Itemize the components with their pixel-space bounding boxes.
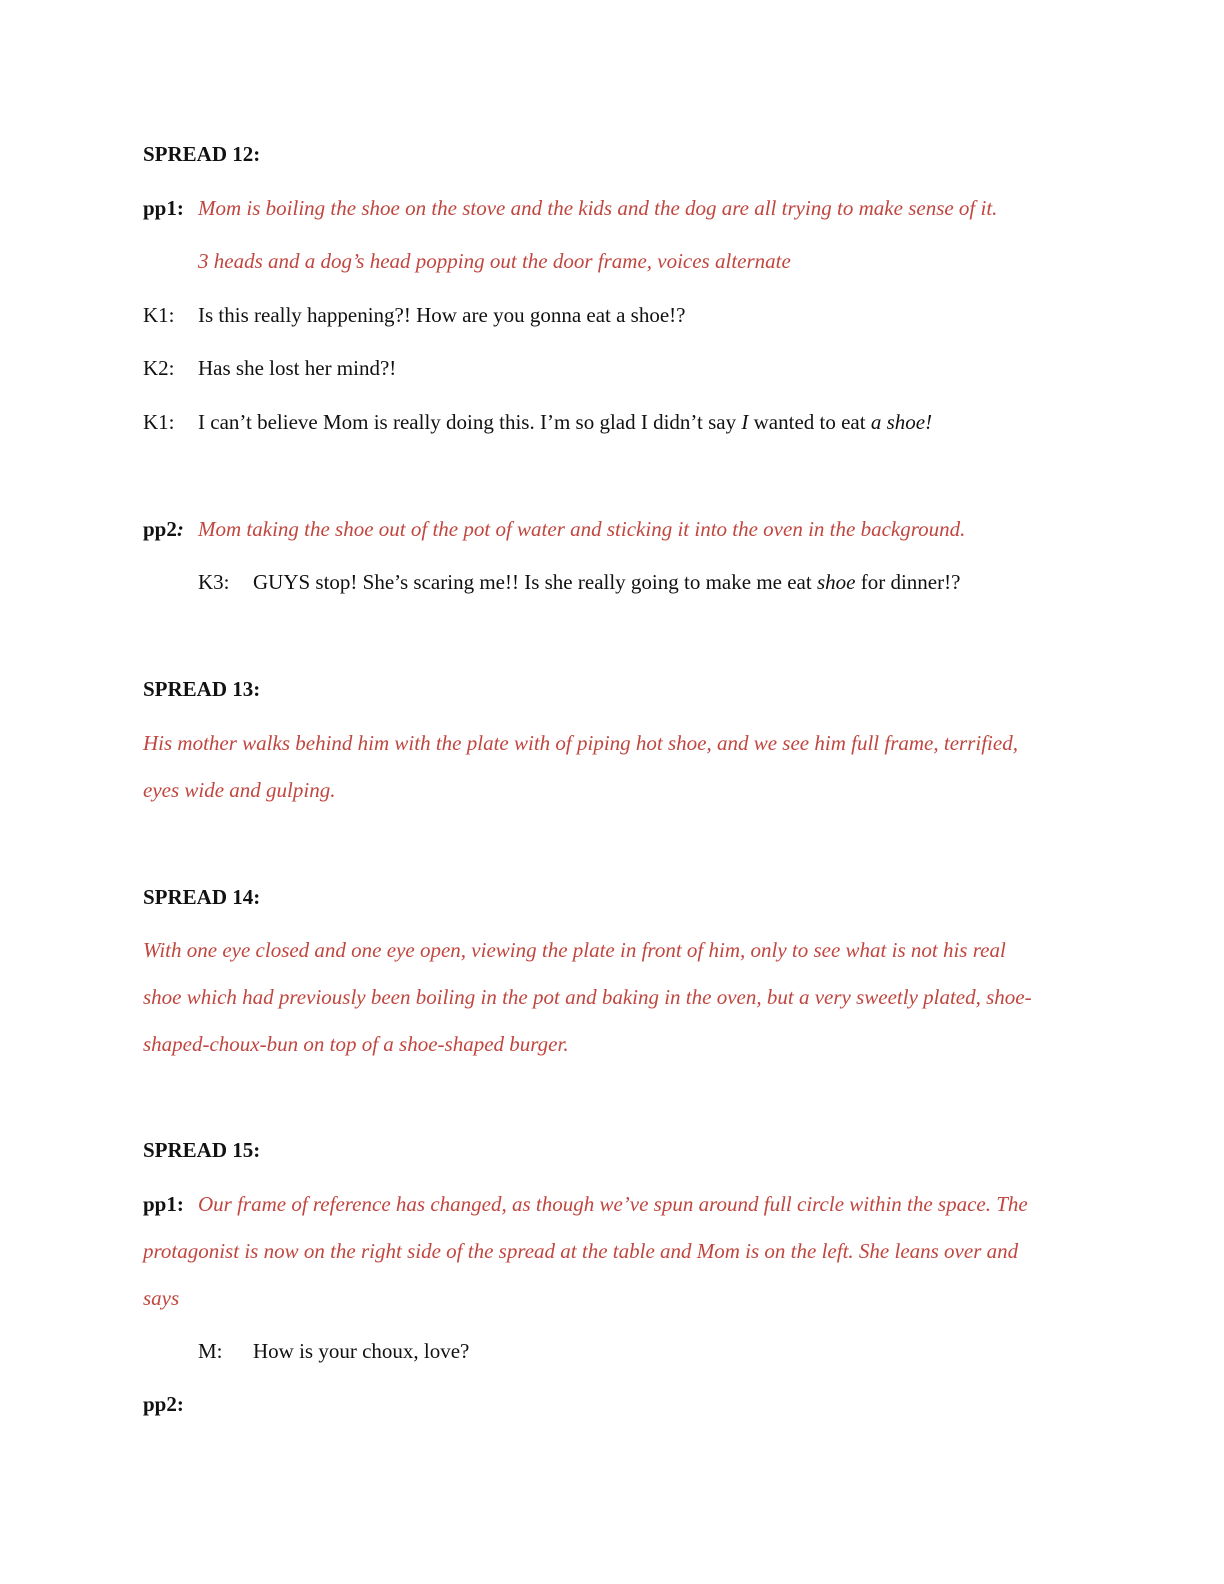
spread-13-direction-line1: His mother walks behind him with the plate with of piping hot shoe, and we see him full frame, terrified, [143,731,1018,755]
spread-15-pp1-direction-line1: Our frame of reference has changed, as though we’ve spun around full circle within the space. The [198,1192,1028,1216]
spread-15-pp1-direction-line2: protagonist is now on the right side of the spread at the table and Mom is on the left. She leans over and [143,1239,1019,1263]
dialogue-text-part: GUYS stop! She’s scaring me!! Is she really going to make me eat [253,570,817,594]
dialogue-speaker: K3: [198,570,230,594]
spread-12-pp1-direction-line2: 3 heads and a dog’s head popping out the door frame, voices alternate [198,249,791,273]
spread-15-pp1-tag: pp1: [143,1192,184,1216]
spread-14-direction-line3: shaped-choux-bun on top of a shoe-shaped burger. [143,1032,569,1056]
spread-14-direction-line1: With one eye closed and one eye open, viewing the plate in front of him, only to see what is not his real [143,938,1006,962]
spread-12-pp2-tag [143,517,184,542]
dialogue-text: How is your choux, love? [253,1339,470,1363]
spread-15-heading: SPREAD 15: [143,1138,261,1162]
pp2-tag-colon: : [176,517,184,541]
pp2-tag-text: pp2 [143,517,177,541]
spread-12-heading: SPREAD 12: [143,142,261,166]
dialogue-text-part: for dinner!? [855,570,961,594]
dialogue-speaker: K2: [143,356,175,380]
spread-12-pp2-direction: Mom taking the shoe out of the pot of water and sticking it into the oven in the background. [198,517,966,541]
dialogue-speaker: K1: [143,303,175,327]
dialogue-speaker: M: [198,1339,223,1363]
dialogue-text: Has she lost her mind?! [198,356,397,380]
spread-14-direction-line2: shoe which had previously been boiling in the pot and baking in the oven, but a very sweetly plated, shoe- [143,985,1032,1009]
dialogue-text: Is this really happening?! How are you gonna eat a shoe!? [198,303,686,327]
dialogue-text [253,570,960,595]
dialogue-speaker: K1: [143,410,175,434]
dialogue-emphasis: a shoe! [870,410,933,434]
spread-12-pp1-direction-line1: Mom is boiling the shoe on the stove and the kids and the dog are all trying to make sense of it. [198,196,998,220]
dialogue-emphasis: I [741,410,749,434]
spread-15-pp2-tag: pp2: [143,1392,184,1416]
dialogue-text [198,410,932,435]
dialogue-emphasis: shoe [816,570,856,594]
spread-15-pp1-direction-line3: says [143,1286,180,1310]
dialogue-text-part: wanted to eat [748,410,871,434]
dialogue-text-part: I can’t believe Mom is really doing this. I’m so glad I didn’t say [198,410,742,434]
spread-12-pp1-tag: pp1: [143,196,184,220]
spread-13-direction-line2: eyes wide and gulping. [143,778,336,802]
spread-14-heading: SPREAD 14: [143,885,261,909]
spread-13-heading: SPREAD 13: [143,677,261,701]
